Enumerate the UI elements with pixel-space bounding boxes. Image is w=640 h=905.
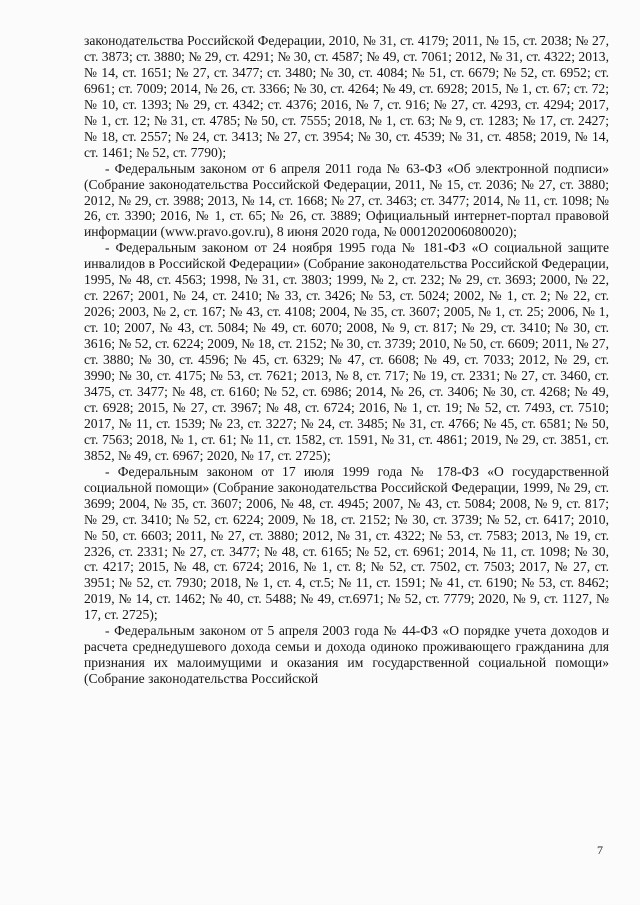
paragraph-law-181-fz: - Федеральным законом от 24 ноября 1995 года № 181-ФЗ «О социальной защите инвалидов в Российской Федерации» (Собрание законодательства Российской Федерации, 1995, № 48, ст. 4563; 1998, № 31, ст. 3803; 1999, № 2, ст. 232; № 29, ст. 3693; 2000, № 22, ст. 2267; 2001, № 24, ст. 2410; № 33, ст. 3426; № 53, ст. 5024; 2002, № 1, ст. 2; № 22, ст. 2026; 2003, № 2, ст. 167; № 43, ст. 4108; 2004, № 35, ст. 3607; 2005, № 1, ст. 25; 2006, № 1, ст. 10; 2007, № 43, ст. 5084; № 49, ст. 6070; 2008, № 9, ст. 817; № 29, ст. 3410; № 30, ст. 3616; № 52, ст. 6224; 2009, № 18, ст. 2152; № 30, ст. 3739; 2010, № 50, ст. 6609; 2011, № 27, ст. 3880; № 30, ст. 4596; № 45, ст. 6329; № 47, ст. 6608; № 49, ст. 7033; 2012, № 29, ст. 3990; № 30, ст. 4175; № 53, ст. 7621; 2013, № 8, ст. 717; № 19, ст. 2331; № 27, ст. 3460, ст. 3475, ст. 3477; № 48, ст. 6160; № 52, ст. 6986; 2014, № 26, ст. 3406; № 30, ст. 4268; № 49, ст. 6928; 2015, № 27, ст. 3967; № 48, ст. 6724; 2016, № 1, ст. 19; № 52, ст. 7493, ст. 7510; 2017, № 11, ст. 1539; № 23, ст. 3227; № 24, ст. 3485; № 31, ст. 4766; № 45, ст. 6581; № 50, ст. 7563; 2018, № 1, ст. 61; № 11, ст. 1582, ст. 1591, № 31, ст. 4861; 2019, № 29, ст. 3851, ст. 3852, № 49, ст. 6967; 2020, № 17, ст. 2725); <box>84 240 609 463</box>
document-body <box>84 33 609 687</box>
paragraph-law-63-fz: - Федеральным законом от 6 апреля 2011 года № 63-ФЗ «Об электронной подписи» (Собрание законодательства Российской Федерации, 2011, № 15, ст. 2036; № 27, ст. 3880; 2012, № 29, ст. 3988; 2013, № 14, ст. 1668; № 27, ст. 3463; ст. 3477; 2014, № 11, ст. 1098; № 26, ст. 3390; 2016, № 1, ст. 65; № 26, ст. 3889; Официальный интернет-портал правовой информации (www.pravo.gov.ru), 8 июня 2020 года, № 0001202006080020); <box>84 160 609 240</box>
paragraph-continuation: законодательства Российской Федерации, 2010, № 31, ст. 4179; 2011, № 15, ст. 2038; № 27, ст. 3873; ст. 3880; № 29, ст. 4291; № 30, ст. 4587; № 49, ст. 7061; 2012, № 31, ст. 4322; 2013, № 14, ст. 1651; № 27, ст. 3477; ст. 3480; № 30, ст. 4084; № 51, ст. 6679; № 52, ст. 6952; ст. 6961; ст. 7009; 2014, № 26, ст. 3366; № 30, ст. 4264; № 49, ст. 6928; 2015, № 1, ст. 67; ст. 72; № 10, ст. 1393; № 29, ст. 4342; ст. 4376; 2016, № 7, ст. 916; № 27, ст. 4293, ст. 4294; 2017, № 1, ст. 12; № 31, ст. 4785; № 50, ст. 7555; 2018, № 1, ст. 63; № 9, ст. 1283; № 17, ст. 2427; № 18, ст. 2557; № 24, ст. 3413; № 27, ст. 3954; № 30, ст. 4539; № 31, ст. 4858; 2019, № 14, ст. 1461; № 52, ст. 7790); <box>84 33 609 160</box>
paragraph-law-178-fz: - Федеральным законом от 17 июля 1999 года № 178-ФЗ «О государственной социальной помощи» (Собрание законодательства Российской Федерации, 1999, № 29, ст. 3699; 2004, № 35, ст. 3607; 2006, № 48, ст. 4945; 2007, № 43, ст. 5084; 2008, № 9, ст. 817; № 29, ст. 3410; № 52, ст. 6224; 2009, № 18, ст. 2152; № 30, ст. 3739; № 52, ст. 6417; 2010, № 50, ст. 6603; 2011, № 27, ст. 3880; 2012, № 31, ст. 4322; № 53, ст. 7583; 2013, № 19, ст. 2326, ст. 2331; № 27, ст. 3477; № 48, ст. 6165; № 52, ст. 6961; 2014, № 11, ст. 1098; № 30, ст. 4217; 2015, № 48, ст. 6724; 2016, № 1, ст. 8; № 52, ст. 7502, ст. 7503; 2017, № 27, ст. 3951; № 52, ст. 7930; 2018, № 1, ст. 4, ст.5; № 11, ст. 1591; № 41, ст. 6190; № 53, ст. 8462; 2019, № 14, ст. 1462; № 40, ст. 5488; № 49, ст.6971; № 52, ст. 7779; 2020, № 9, ст. 1127, № 17, ст. 2725); <box>84 463 609 623</box>
paragraph-law-44-fz: - Федеральным законом от 5 апреля 2003 года № 44-ФЗ «О порядке учета доходов и расчета среднедушевого дохода семьи и дохода одиноко проживающего гражданина для признания их малоимущими и оказания им государственной социальной помощи» (Собрание законодательства Российской <box>84 623 609 687</box>
page-number: 7 <box>597 843 603 857</box>
